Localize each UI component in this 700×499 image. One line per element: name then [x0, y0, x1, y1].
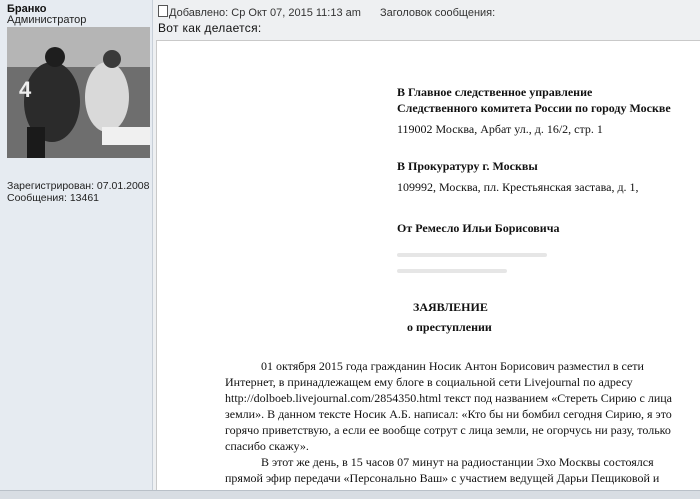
- author-name[interactable]: Бранко: [7, 3, 47, 15]
- para1-line4: земли». В данном тексте Носик А.Б. написал: «Кто бы ни бомбил сегодня Сирию, я это: [225, 407, 672, 421]
- post-date: Добавлено: Ср Окт 07, 2015 11:13 am: [169, 7, 361, 19]
- para1-line3: http://dolboeb.livejournal.com/2854350.html текст под названием «Стереть Сирию с лица: [225, 391, 673, 405]
- post-meta: [158, 5, 495, 19]
- avatar: [7, 27, 150, 158]
- para1-line2: Интернет, в принадлежащем ему блоге в социальной сети Livejournal по адресу: [225, 375, 633, 389]
- author-panel: [0, 0, 153, 490]
- redacted-line: [397, 253, 547, 257]
- document-image: [156, 40, 700, 491]
- addressee-2-address: 109992, Москва, пл. Крестьянская застава, д. 1,: [397, 180, 639, 194]
- registration-date: Зарегистрирован: 07.01.2008: [7, 180, 150, 192]
- document-title: ЗАЯВЛЕНИЕ: [413, 300, 488, 314]
- addressee-1-line-1: В Главное следственное управление: [397, 85, 593, 99]
- avatar-image: [7, 27, 150, 158]
- addressee-1-line-2: Следственного комитета России по городу Москве: [397, 101, 671, 115]
- author-role: Администратор: [7, 14, 87, 26]
- post-count: Сообщения: 13461: [7, 192, 100, 204]
- para2-line2: прямой эфир передачи «Персонально Ваш» с участием ведущей Дарьи Пещиковой и: [225, 471, 660, 485]
- addressee-1-address: 119002 Москва, Арбат ул., д. 16/2, стр. 1: [397, 122, 603, 136]
- para1-line1: 01 октября 2015 года гражданин Носик Антон Борисович разместил в сети: [261, 359, 644, 373]
- post-icon[interactable]: [158, 5, 168, 17]
- para2-line1: В этот же день, в 15 часов 07 минут на радиостанции Эхо Москвы состоялся: [261, 455, 654, 469]
- post-subject: Заголовок сообщения:: [379, 7, 496, 19]
- para1-line5: горячо приветствую, а если ее вообще сотрут с лица земли, не огорчусь ни разу, только: [225, 423, 671, 437]
- document-subtitle: о преступлении: [407, 320, 492, 334]
- post-text: Вот как делается:: [158, 21, 262, 35]
- para1-line6: спасибо скажу».: [225, 439, 309, 453]
- redacted-line: [397, 269, 507, 273]
- addressee-2: В Прокуратуру г. Москвы: [397, 159, 538, 173]
- post-body: [153, 0, 700, 490]
- svg-text:4: 4: [19, 77, 32, 102]
- sender: От Ремесло Ильи Борисовича: [397, 221, 560, 235]
